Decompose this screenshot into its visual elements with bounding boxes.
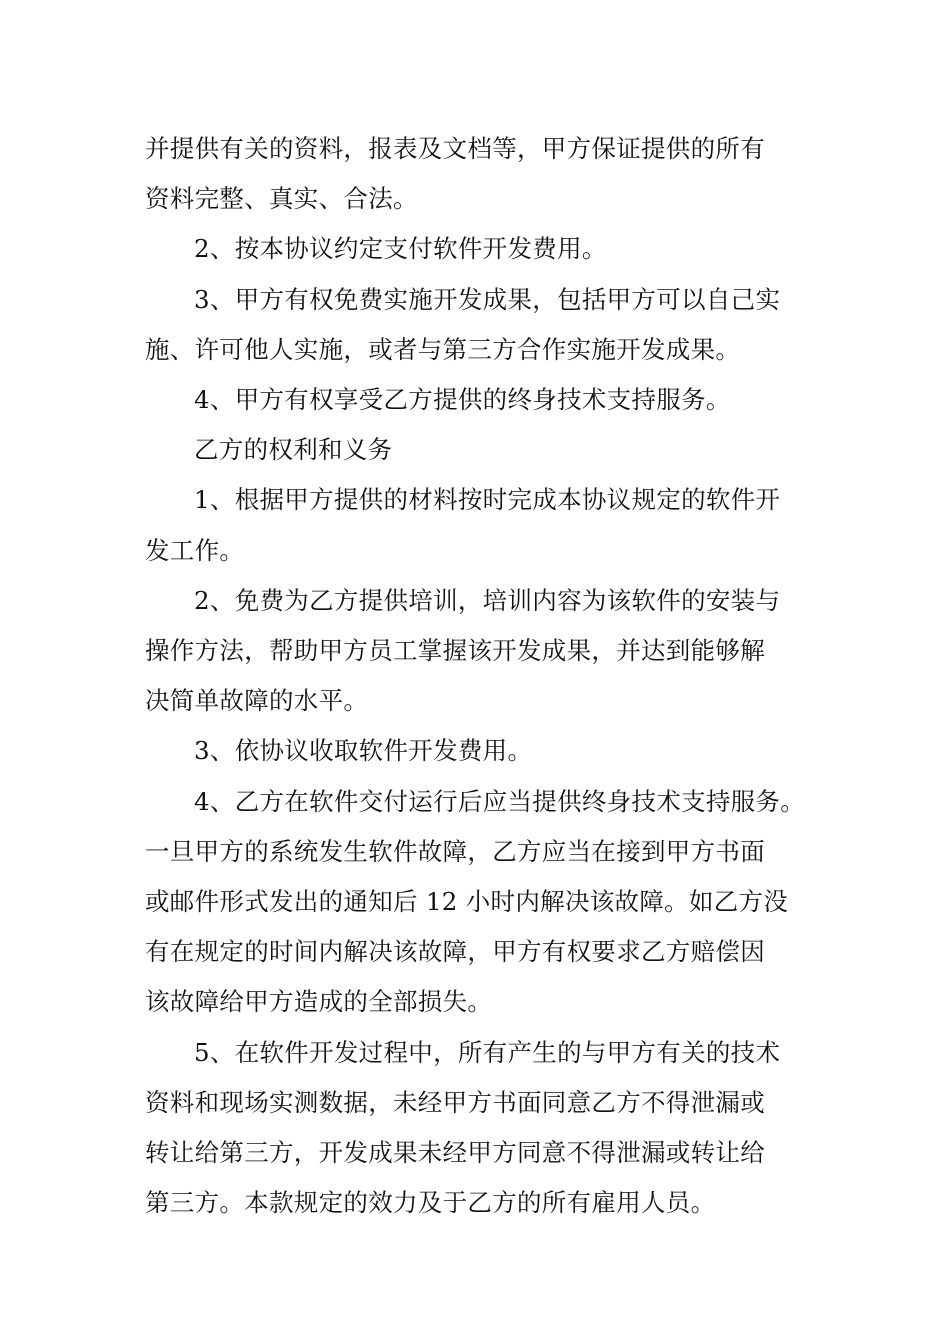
text-line-17: 有在规定的时间内解决该故障，甲方有权要求乙方赔偿因 [145,937,765,967]
text-line-16: 或邮件形式发出的通知后 12 小时内解决该故障。如乙方没 [145,887,789,917]
text-line-1: 并提供有关的资料，报表及文档等，甲方保证提供的所有 [145,134,765,163]
text-line-5: 施、许可他人实施，或者与第三方合作实施开发成果。 [145,334,741,364]
text-line-22: 第三方。本款规定的效力及于乙方的所有雇用人员。 [145,1188,716,1218]
text-line-13: 3、依协议收取软件开发费用。 [194,736,533,766]
text-line-8: 1、根据甲方提供的材料按时完成本协议规定的软件开 [194,485,781,515]
text-line-3: 2、按本协议约定支付软件开发费用。 [194,234,607,264]
text-line-4: 3、甲方有权免费实施开发成果，包括甲方可以自己实 [194,284,781,314]
text-line-12: 决简单故障的水平。 [145,686,369,716]
text-line-11: 操作方法，帮助甲方员工掌握该开发成果，并达到能够解 [145,636,765,666]
text-line-2: 资料完整、真实、合法。 [145,184,418,214]
text-line-21: 转让给第三方，开发成果未经甲方同意不得泄漏或转让给 [145,1138,765,1168]
text-line-19: 5、在软件开发过程中，所有产生的与甲方有关的技术 [194,1037,781,1067]
section-heading: 乙方的权利和义务 [194,435,393,465]
document-body [145,124,807,1228]
text-line-10: 2、免费为乙方提供培训，培训内容为该软件的安装与 [194,585,781,615]
text-line-15: 一旦甲方的系统发生软件故障，乙方应当在接到甲方书面 [145,836,765,866]
text-line-20: 资料和现场实测数据，未经甲方书面同意乙方不得泄漏或 [145,1087,765,1117]
text-line-6: 4、甲方有权享受乙方提供的终身技术支持服务。 [194,385,731,415]
text-line-14: 4、乙方在软件交付运行后应当提供终身技术支持服务。 [194,786,806,816]
text-line-18: 该故障给甲方造成的全部损失。 [145,987,493,1017]
text-line-9: 发工作。 [145,535,245,565]
